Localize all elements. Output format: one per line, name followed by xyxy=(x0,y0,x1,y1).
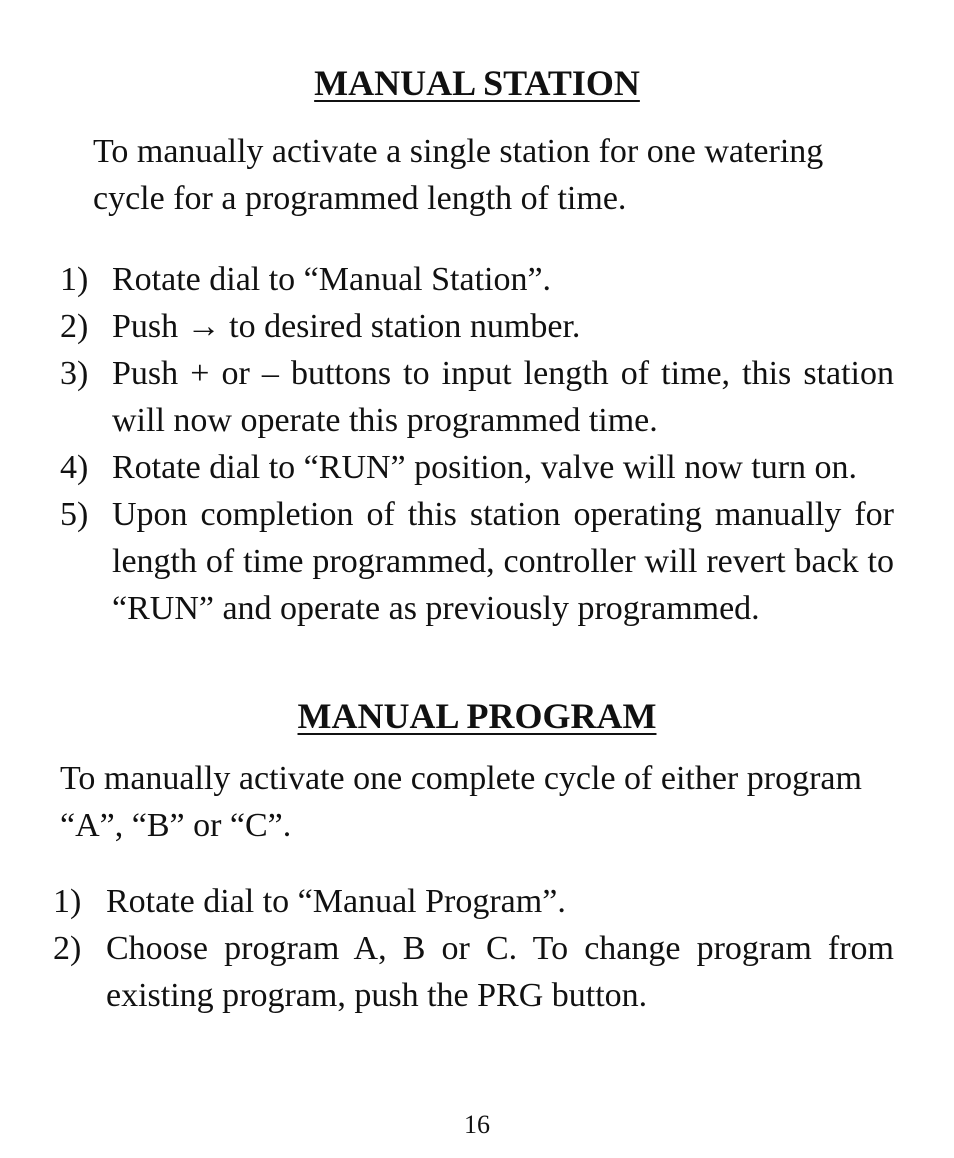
manual-program-heading: MANUAL PROGRAM xyxy=(297,696,657,736)
manual-program-intro: To manually activate one complete cycle of either program “A”, “B” or “C”. xyxy=(60,760,862,844)
list-item xyxy=(60,350,894,444)
list-item xyxy=(53,925,894,1019)
list-item xyxy=(60,491,894,632)
list-item xyxy=(60,256,894,303)
step-text: Choose program A, B or C. To change program from existing program, push the PRG button. xyxy=(106,930,894,1014)
list-item xyxy=(60,444,894,491)
step-number: 1) xyxy=(53,883,82,920)
step-text: Upon completion of this station operating manually for length of time programmed, controller will revert back to “RUN” and operate as previously programmed. xyxy=(112,496,894,627)
manual-station-intro: To manually activate a single station for one watering cycle for a programmed length of time. xyxy=(93,133,824,217)
step-number: 4) xyxy=(60,449,89,486)
step-number: 2) xyxy=(60,308,89,345)
step-text: Rotate dial to “Manual Station”. xyxy=(112,261,552,298)
page-number: 16 xyxy=(464,1110,490,1139)
manual-program-steps xyxy=(53,878,894,1019)
step-number: 2) xyxy=(53,930,82,967)
step-text: Push + or – buttons to input length of time, this station will now operate this programmed time. xyxy=(112,355,894,439)
manual-station-heading: MANUAL STATION xyxy=(314,63,640,103)
step-number: 5) xyxy=(60,496,89,533)
step-text: Push → to desired station number. xyxy=(112,308,581,345)
list-item xyxy=(60,303,894,350)
step-number: 1) xyxy=(60,261,89,298)
step-text: Rotate dial to “RUN” position, valve will now turn on. xyxy=(112,449,858,486)
step-text: Rotate dial to “Manual Program”. xyxy=(106,883,566,920)
step-number: 3) xyxy=(60,355,89,392)
list-item xyxy=(53,878,894,925)
manual-station-steps xyxy=(60,256,894,632)
